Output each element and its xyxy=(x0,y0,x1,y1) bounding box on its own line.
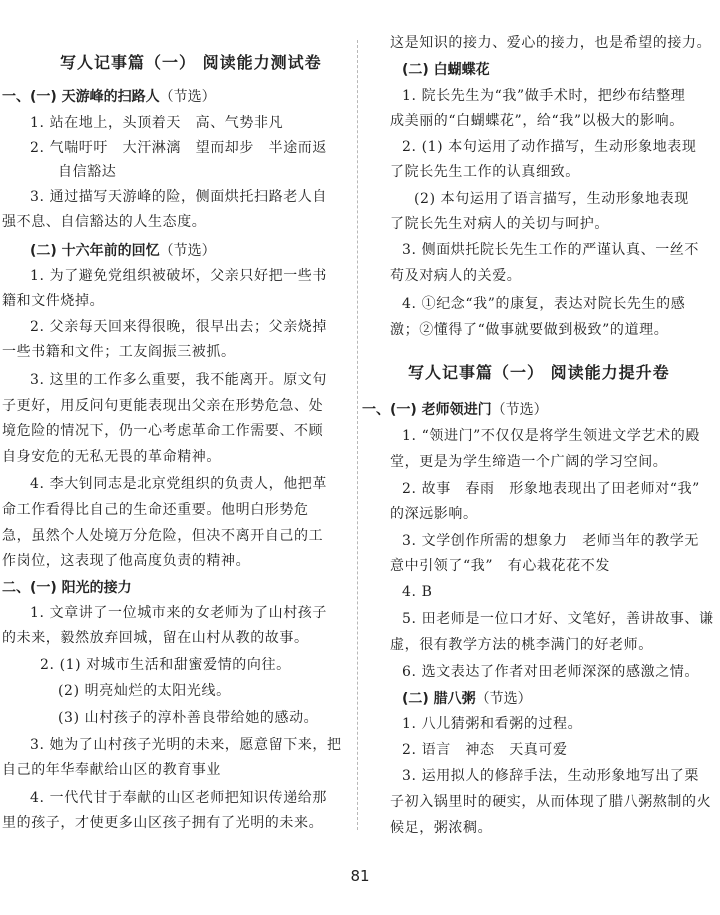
answer-line: 2. 语言 神态 天真可爱 xyxy=(402,742,568,758)
answer-line: 2. 故事 春雨 形象地表现出了田老师对“我” xyxy=(402,481,700,497)
section-heading: 二、(一) 阳光的接力 xyxy=(2,580,132,596)
answer-line: 4. ①纪念“我”的康复，表达对院长先生的感 xyxy=(402,296,686,312)
answer-line: 自己的年华奉献给山区的教育事业 xyxy=(2,762,221,778)
section-title: 一、(一) 天游峰的扫路人 xyxy=(2,89,160,105)
answer-line: 3. 她为了山村孩子光明的未来，愿意留下来，把 xyxy=(30,737,342,753)
answer-line: 1. 文章讲了一位城市来的女老师为了山村孩子 xyxy=(30,605,328,621)
answer-line: 3. 通过描写天游峰的险，侧面烘托扫路老人自 xyxy=(30,189,328,205)
answer-line: 了院长先生对病人的关切与呵护。 xyxy=(390,216,609,232)
answer-line: 1. 八儿猜粥和看粥的过程。 xyxy=(402,716,583,732)
answer-line: (3) 山村孩子的淳朴善良带给她的感动。 xyxy=(58,710,319,726)
answer-line: 1. “领进门”不仅仅是将学生领进文学艺术的殿 xyxy=(402,428,700,444)
section-heading xyxy=(402,689,532,709)
answer-line: 命工作看得比自己的生命还重要。他明白形势危 xyxy=(2,502,309,518)
answer-line: 激；②懂得了“做事就要做到极致”的道理。 xyxy=(390,322,669,338)
excerpt-note: （节选） xyxy=(159,243,216,259)
answer-line: 苟及对病人的关爱。 xyxy=(390,268,522,284)
answer-line: 3. 侧面烘托院长先生工作的严谨认真、一丝不 xyxy=(402,242,700,258)
answer-line: 作岗位，这表现了他高度负责的精神。 xyxy=(2,553,251,569)
answer-line: 里的孩子，才使更多山区孩子拥有了光明的未来。 xyxy=(2,815,324,831)
section-heading xyxy=(362,400,548,420)
test-paper-title: 写人记事篇（一） 阅读能力提升卷 xyxy=(408,363,670,382)
answer-line: 境危险的情况下，仍一心考虑革命工作需要、不顾 xyxy=(2,423,324,439)
excerpt-note: （节选） xyxy=(491,402,548,418)
answer-line: 3. 这里的工作多么重要，我不能离开。原文句 xyxy=(30,372,328,388)
answer-line: 籍和文件烧掉。 xyxy=(2,293,105,309)
answer-line: 急，虽然个人处境万分危险，但决不离开自己的工 xyxy=(2,528,324,544)
answer-line: 5. 田老师是一位口才好、文笔好，善讲故事、谦 xyxy=(402,611,714,627)
answer-line: 2. (1) 本句运用了动作描写，生动形象地表现 xyxy=(402,139,697,155)
answer-line: 3. 运用拟人的修辞手法，生动形象地写出了栗 xyxy=(402,768,700,784)
answer-line: 成美丽的“白蝴蝶花”，给“我”以极大的影响。 xyxy=(390,113,684,129)
excerpt-note: （节选） xyxy=(475,691,532,707)
answer-line: 一些书籍和文件；工友阎振三被抓。 xyxy=(2,344,236,360)
section-heading: (二) 白蝴蝶花 xyxy=(402,62,490,78)
answer-line: 候足，粥浓稠。 xyxy=(390,820,493,836)
answer-line: 子更好，用反问句更能表现出父亲在形势危急、处 xyxy=(2,398,324,414)
section-heading xyxy=(30,241,216,261)
page-number: 81 xyxy=(350,867,370,885)
column-divider xyxy=(357,40,358,830)
section-title: (二) 腊八粥 xyxy=(402,691,476,707)
answer-line: 自身安危的无私无畏的革命精神。 xyxy=(2,449,221,465)
answer-line: 4. B xyxy=(402,584,433,600)
answer-line: 意中引领了“我” 有心栽花花不发 xyxy=(390,558,610,574)
excerpt-note: （节选） xyxy=(159,89,216,105)
answer-line: 的未来，毅然放弃回城，留在山村从教的故事。 xyxy=(2,630,309,646)
answer-line: 了院长先生工作的认真细致。 xyxy=(390,164,580,180)
section-heading xyxy=(2,87,216,107)
answer-line: 强不息、自信豁达的人生态度。 xyxy=(2,214,207,230)
test-paper-title: 写人记事篇（一） 阅读能力测试卷 xyxy=(60,53,322,72)
answer-line: 堂，更是为学生缔造一个广阔的学习空间。 xyxy=(390,454,668,470)
answer-line: 虚，很有教学方法的桃李满门的好老师。 xyxy=(390,637,653,653)
answer-line: 2. 气喘吁吁 大汗淋漓 望而却步 半途而返 xyxy=(30,140,328,156)
answer-line: 这是知识的接力、爱心的接力，也是希望的接力。 xyxy=(390,35,712,51)
answer-line: 1. 站在地上，头顶着天 高、气势非凡 xyxy=(30,115,284,131)
answer-line: 的深远影响。 xyxy=(390,506,478,522)
answer-line: (2) 本句运用了语言描写，生动形象地表现 xyxy=(414,191,689,207)
answer-line: 4. 李大钊同志是北京党组织的负责人，他把革 xyxy=(30,476,328,492)
answer-line: 自信豁达 xyxy=(58,164,117,180)
answer-line: 1. 为了避免党组织被破坏，父亲只好把一些书 xyxy=(30,268,328,284)
answer-line: 2. (1) 对城市生活和甜蜜爱情的向往。 xyxy=(40,657,291,673)
answer-line: 6. 选文表达了作者对田老师深深的感激之情。 xyxy=(402,664,700,680)
answer-line: 2. 父亲每天回来得很晚，很早出去；父亲烧掉 xyxy=(30,319,328,335)
answer-line: 3. 文学创作所需的想象力 老师当年的教学无 xyxy=(402,533,700,549)
answer-line: 4. 一代代甘于奉献的山区老师把知识传递给那 xyxy=(30,790,328,806)
answer-line: 1. 院长先生为“我”做手术时，把纱布结整理 xyxy=(402,88,686,104)
answer-line: (2) 明亮灿烂的太阳光线。 xyxy=(58,683,231,699)
answer-line: 子初入锅里时的硬实，从而体现了腊八粥熬制的火 xyxy=(390,794,712,810)
section-title: 一、(一) 老师领进门 xyxy=(362,402,492,418)
section-title: (二) 十六年前的回忆 xyxy=(30,243,160,259)
